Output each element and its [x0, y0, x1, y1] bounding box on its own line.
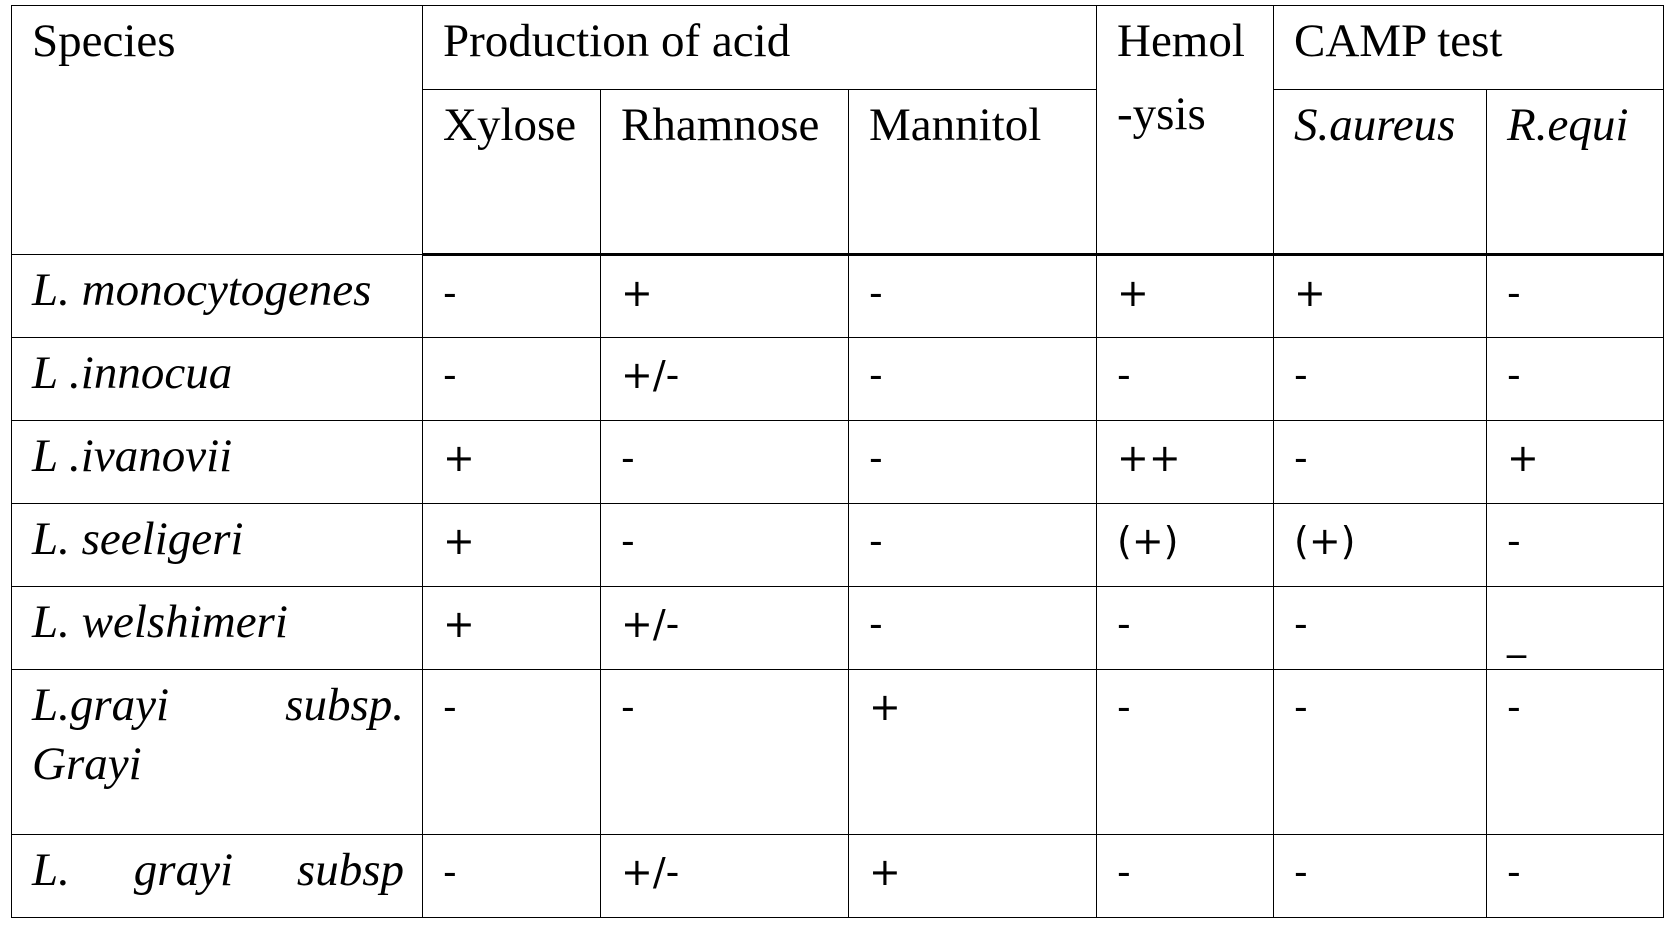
header-s-aureus: S.aureus — [1274, 90, 1487, 255]
r-equi-cell: _ — [1487, 587, 1664, 670]
table-row — [12, 835, 1664, 918]
species-cell: L .ivanovii — [12, 421, 423, 504]
hemolysis-cell: ++ — [1097, 421, 1274, 504]
r-equi-cell: + — [1487, 421, 1664, 504]
header-hemolysis-line2: -ysis — [1117, 87, 1206, 140]
species-cell: L. welshimeri — [12, 587, 423, 670]
s-aureus-cell: + — [1274, 255, 1487, 338]
header-row-1 — [12, 6, 1664, 90]
xylose-cell: + — [423, 504, 601, 587]
table-row — [12, 255, 1664, 338]
species-cell: L. grayi subsp — [12, 835, 423, 918]
mannitol-cell: + — [849, 670, 1097, 835]
hemolysis-cell: - — [1097, 670, 1274, 835]
s-aureus-cell: - — [1274, 421, 1487, 504]
rhamnose-cell: +/- — [601, 338, 849, 421]
hemolysis-cell: + — [1097, 255, 1274, 338]
mannitol-cell: - — [849, 255, 1097, 338]
header-xylose: Xylose — [423, 90, 601, 255]
s-aureus-cell: (+) — [1274, 504, 1487, 587]
header-production-of-acid: Production of acid — [423, 6, 1097, 90]
r-equi-cell: - — [1487, 835, 1664, 918]
r-equi-cell: - — [1487, 338, 1664, 421]
species-cell: L. seeligeri — [12, 504, 423, 587]
header-mannitol: Mannitol — [849, 90, 1097, 255]
r-equi-cell: - — [1487, 255, 1664, 338]
mannitol-cell: - — [849, 338, 1097, 421]
xylose-cell: - — [423, 835, 601, 918]
species-cell: L.grayi subsp. Grayi — [12, 670, 423, 835]
species-cell: L .innocua — [12, 338, 423, 421]
hemolysis-cell: - — [1097, 338, 1274, 421]
s-aureus-cell: - — [1274, 670, 1487, 835]
rhamnose-cell: - — [601, 421, 849, 504]
hemolysis-cell: - — [1097, 835, 1274, 918]
r-equi-cell: - — [1487, 504, 1664, 587]
rhamnose-cell: +/- — [601, 835, 849, 918]
r-equi-cell: - — [1487, 670, 1664, 835]
xylose-cell: - — [423, 255, 601, 338]
mannitol-cell: + — [849, 835, 1097, 918]
hemolysis-cell: - — [1097, 587, 1274, 670]
table-row — [12, 421, 1664, 504]
s-aureus-cell: - — [1274, 587, 1487, 670]
xylose-cell: - — [423, 670, 601, 835]
rhamnose-cell: - — [601, 670, 849, 835]
hemolysis-cell: (+) — [1097, 504, 1274, 587]
header-r-equi: R.equi — [1487, 90, 1664, 255]
header-hemolysis — [1097, 6, 1274, 255]
header-camp-test: CAMP test — [1274, 6, 1664, 90]
rhamnose-cell: - — [601, 504, 849, 587]
listeria-species-table — [11, 5, 1664, 918]
species-cell: L. monocytogenes — [12, 255, 423, 338]
table-row — [12, 587, 1664, 670]
s-aureus-cell: - — [1274, 338, 1487, 421]
xylose-cell: + — [423, 587, 601, 670]
mannitol-cell: - — [849, 587, 1097, 670]
rhamnose-cell: +/- — [601, 587, 849, 670]
table-row — [12, 670, 1664, 835]
header-species: Species — [12, 6, 423, 255]
table-row — [12, 504, 1664, 587]
mannitol-cell: - — [849, 421, 1097, 504]
header-rhamnose: Rhamnose — [601, 90, 849, 255]
xylose-cell: - — [423, 338, 601, 421]
header-hemolysis-line1: Hemol — [1117, 15, 1245, 67]
mannitol-cell: - — [849, 504, 1097, 587]
xylose-cell: + — [423, 421, 601, 504]
rhamnose-cell: + — [601, 255, 849, 338]
table-row — [12, 338, 1664, 421]
s-aureus-cell: - — [1274, 835, 1487, 918]
